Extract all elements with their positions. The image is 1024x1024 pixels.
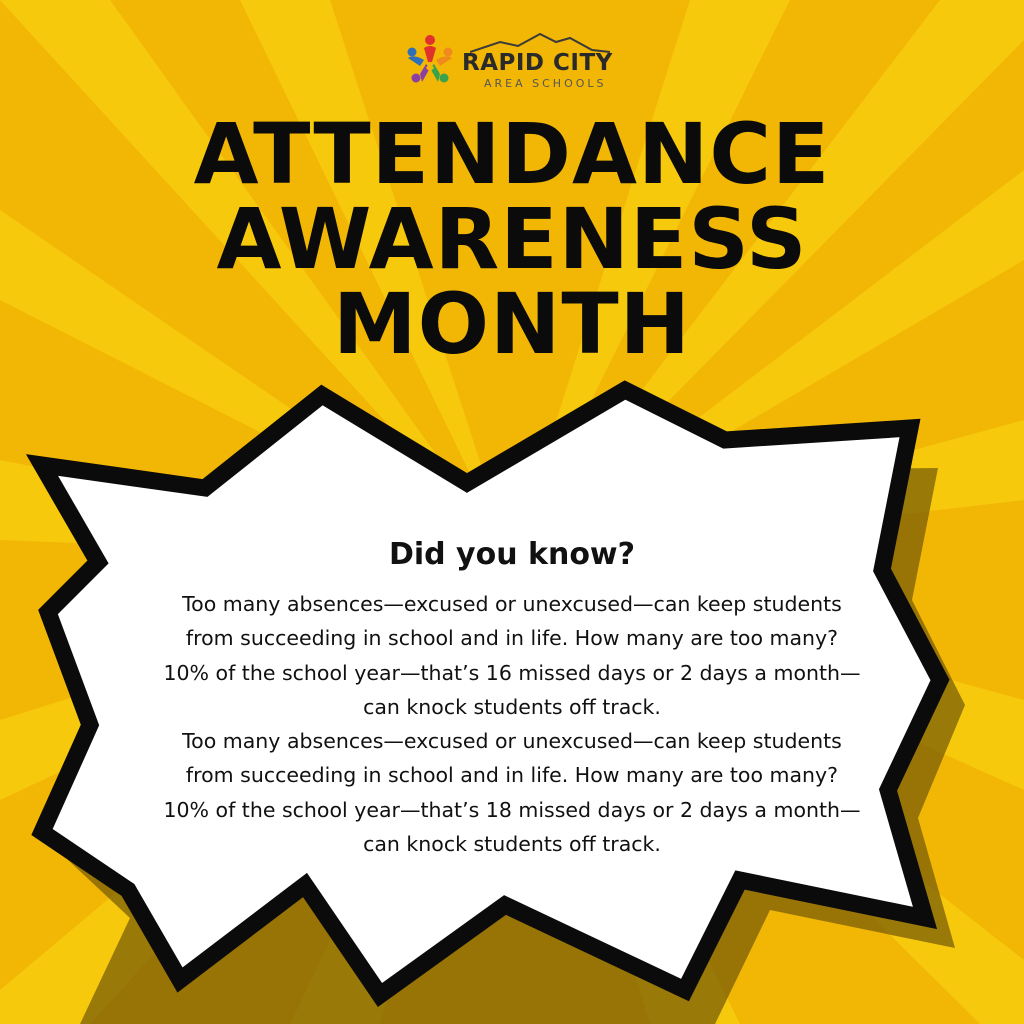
logo-subtitle: AREA SCHOOLS (484, 77, 607, 90)
bubble-paragraph: Too many absences—excused or unexcused—can keep students from succeeding in school and in life. How many are too many? 10% of the school year—that’s 18 missed days or 2 days a month—can knock students off track. (163, 729, 861, 857)
bubble-heading: Did you know? (388, 537, 636, 572)
logo-name: RAPID CITY (462, 50, 613, 76)
bubble-paragraph: Too many absences—excused or unexcused—can keep students from succeeding in school and in life. How many are too many? 10% of the school year—that’s 16 missed days or 2 days a month—can knock students off track. (163, 592, 861, 719)
title-line: AWARENESS (216, 190, 808, 288)
bubble-content (160, 535, 864, 861)
title-line: ATTENDANCE (193, 105, 831, 203)
title-line: MONTH (333, 275, 691, 373)
